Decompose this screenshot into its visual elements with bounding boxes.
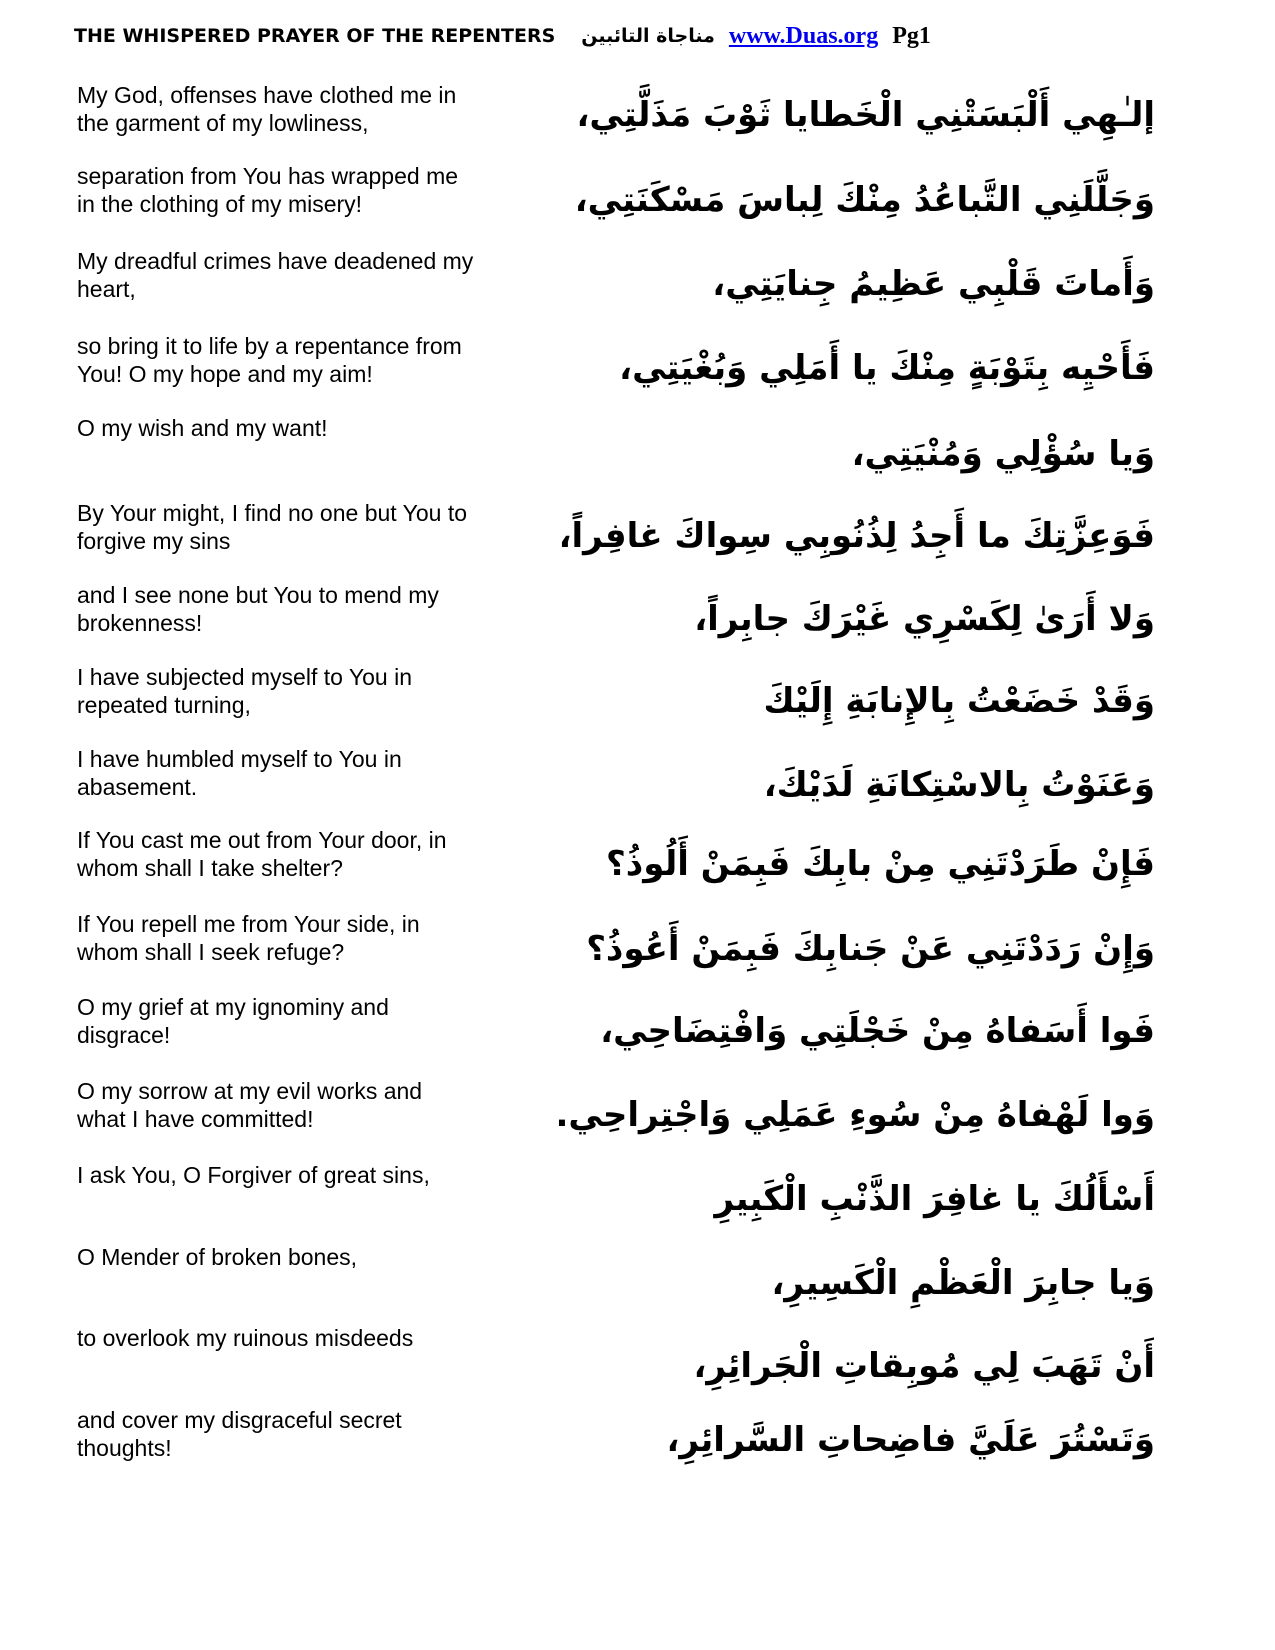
english-translation: If You cast me out from Your door, in whom shall I take shelter? (77, 827, 447, 881)
arabic-verse: فَأَحْيِه بِتَوْبَةٍ مِنْكَ يا أَمَلِي وَبُغْيَتِي، (619, 348, 1155, 388)
english-translation: O my wish and my want! (77, 415, 328, 441)
english-translation: O my grief at my ignominy and disgrace! (77, 994, 389, 1048)
arabic-verse: أَنْ تَهَبَ لِي مُوبِقاتِ الْجَرائِرِ، (693, 1346, 1155, 1386)
page-header (74, 18, 931, 54)
site-link[interactable]: www.Duas.org (728, 22, 879, 49)
arabic-verse: وَجَلَّلَنِي التَّباعُدُ مِنْكَ لِباسَ مَسْكَنَتِي، (574, 180, 1155, 220)
arabic-verse: وَأَماتَ قَلْبِي عَظِيمُ جِنايَتِي، (712, 264, 1155, 304)
arabic-verse: وَلا أَرَىٰ لِكَسْرِي غَيْرَكَ جابِراً، (694, 599, 1155, 639)
arabic-verse: فَإِنْ طَرَدْتَنِي مِنْ بابِكَ فَبِمَنْ أَلُوذُ؟ (606, 844, 1155, 884)
arabic-title: مناجاة التائبين (581, 25, 715, 47)
arabic-verse: وَعَنَوْتُ بِالاسْتِكانَةِ لَدَيْكَ، (763, 765, 1155, 805)
english-translation: I have humbled myself to You in abasement. (77, 746, 402, 800)
english-translation: separation from You has wrapped me in the clothing of my misery! (77, 163, 459, 217)
english-translation: If You repell me from Your side, in whom shall I seek refuge? (77, 911, 420, 965)
english-translation: I have subjected myself to You in repeated turning, (77, 664, 412, 718)
arabic-verse: وَإِنْ رَدَدْتَنِي عَنْ جَنابِكَ فَبِمَنْ أَعُوذُ؟ (586, 929, 1155, 969)
arabic-verse: فَوا أَسَفاهُ مِنْ خَجْلَتِي وَافْتِضَاحِي، (600, 1011, 1155, 1051)
arabic-verse: وَقَدْ خَضَعْتُ بِالإِنابَةِ إِلَيْكَ (763, 681, 1155, 721)
english-translation: and cover my disgraceful secret thoughts! (77, 1407, 402, 1461)
arabic-verse: إلـٰهِي أَلْبَسَتْنِي الْخَطايا ثَوْبَ مَذَلَّتِي، (576, 95, 1155, 135)
page-number: Pg1 (892, 22, 931, 49)
english-translation: and I see none but You to mend my brokenness! (77, 582, 439, 636)
english-translation: My God, offenses have clothed me in the garment of my lowliness, (77, 82, 457, 136)
english-translation: By Your might, I find no one but You to forgive my sins (77, 500, 468, 554)
english-translation: My dreadful crimes have deadened my heart, (77, 248, 474, 302)
arabic-verse: أَسْأَلُكَ يا غافِرَ الذَّنْبِ الْكَبِيرِ (714, 1179, 1155, 1219)
english-translation: I ask You, O Forgiver of great sins, (77, 1162, 430, 1188)
arabic-verse: وَتَسْتُرَ عَلَيَّ فاضِحاتِ السَّرائِرِ، (666, 1420, 1155, 1460)
document-title: THE WHISPERED PRAYER OF THE REPENTERS (74, 25, 556, 47)
english-translation: to overlook my ruinous misdeeds (77, 1325, 414, 1351)
english-translation: O my sorrow at my evil works and what I have committed! (77, 1078, 423, 1132)
arabic-verse: فَوَعِزَّتِكَ ما أَجِدُ لِذُنُوبِي سِواكَ غافِراً، (558, 516, 1155, 556)
english-translation: O Mender of broken bones, (77, 1244, 357, 1270)
english-translation: so bring it to life by a repentance from You! O my hope and my aim! (77, 333, 462, 387)
arabic-verse: وَوا لَهْفاهُ مِنْ سُوءِ عَمَلِي وَاجْتِراحِي. (555, 1095, 1155, 1135)
arabic-verse: وَيا سُؤْلِي وَمُنْيَتِي، (851, 434, 1155, 474)
arabic-verse: وَيا جابِرَ الْعَظْمِ الْكَسِيرِ، (771, 1263, 1155, 1303)
